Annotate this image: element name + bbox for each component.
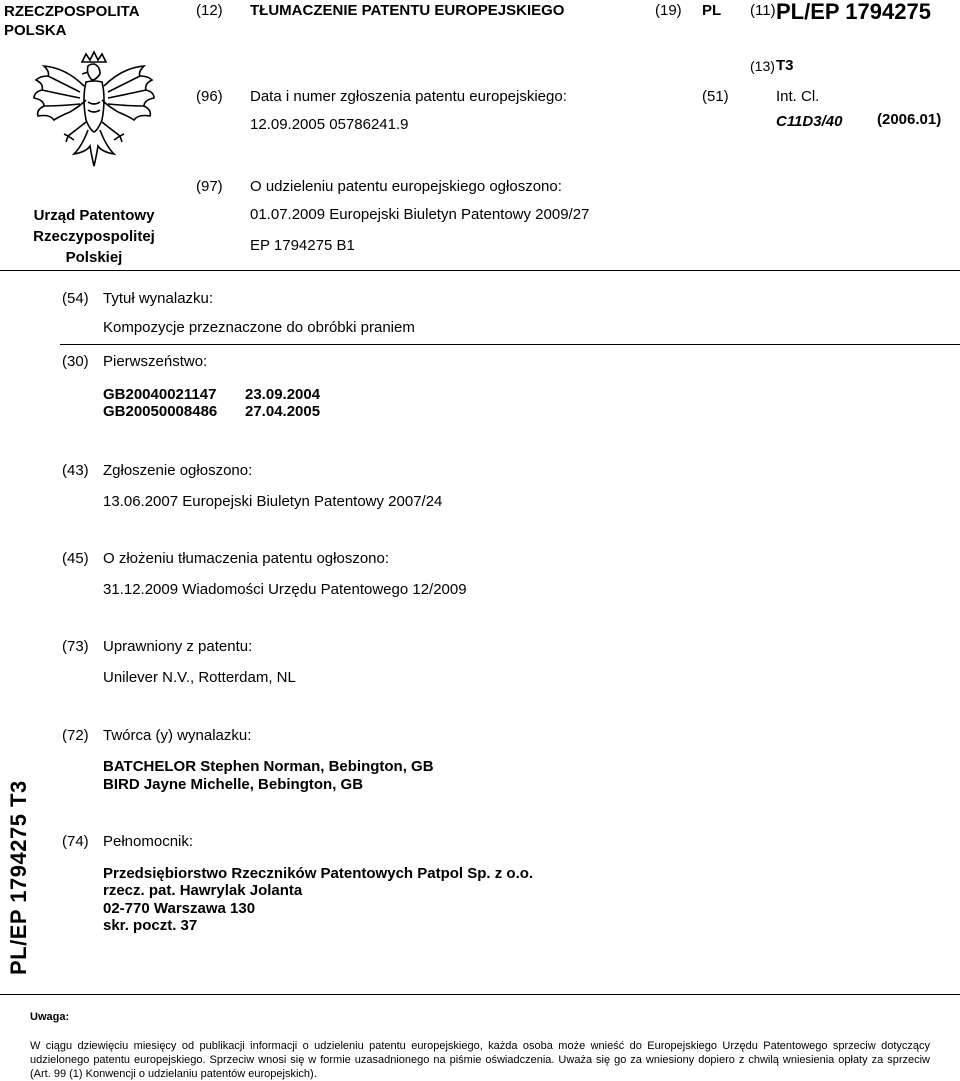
title-divider: [60, 344, 960, 345]
country-code: PL: [702, 2, 722, 19]
field-51-label: Int. Cl.: [776, 88, 820, 105]
code-19: (19): [655, 2, 682, 19]
notice-title: Uwaga:: [30, 1011, 70, 1023]
code-54: (54): [62, 290, 89, 307]
field-43-value: 13.06.2007 Europejski Biuletyn Patentowy 2007/24: [103, 493, 443, 510]
inventor: BATCHELOR Stephen Norman, Bebington, GB: [103, 758, 434, 775]
header-divider: [0, 270, 960, 271]
patent-number: PL/EP 1794275: [776, 0, 931, 24]
code-73: (73): [62, 638, 89, 655]
patent-holder: Unilever N.V., Rotterdam, NL: [103, 669, 296, 686]
country-name: RZECZPOSPOLITA POLSKA: [4, 3, 139, 39]
code-72: (72): [62, 727, 89, 744]
attorney-line: 02-770 Warszawa 130: [103, 900, 256, 917]
invention-title: Kompozycje przeznaczone do obróbki praniem: [103, 319, 415, 336]
priority-number: GB20040021147: [103, 386, 217, 403]
code-97: (97): [196, 178, 223, 195]
field-96-value: 12.09.2005 05786241.9: [250, 116, 409, 133]
field-45-label: O złożeniu tłumaczenia patentu ogłoszono:: [103, 550, 390, 567]
field-74-label: Pełnomocnik:: [103, 833, 194, 850]
office-name: Urząd Patentowy Rzeczypospolitej Polskiej: [33, 207, 155, 266]
field-97-ep-number: EP 1794275 B1: [250, 237, 355, 254]
field-43-label: Zgłoszenie ogłoszono:: [103, 462, 253, 479]
attorney-line: Przedsiębiorstwo Rzeczników Patentowych Patpol Sp. z o.o.: [103, 865, 534, 882]
code-11: (11): [750, 2, 776, 19]
code-30: (30): [62, 353, 89, 370]
field-51-version: (2006.01): [877, 111, 942, 128]
field-54-label: Tytuł wynalazku:: [103, 290, 214, 307]
footer-divider: [0, 994, 960, 995]
code-45: (45): [62, 550, 89, 567]
field-96-label: Data i numer zgłoszenia patentu europejskiego:: [250, 88, 567, 105]
field-97-value: 01.07.2009 Europejski Biuletyn Patentowy 2009/27: [250, 206, 590, 223]
inventor: BIRD Jayne Michelle, Bebington, GB: [103, 776, 364, 793]
field-73-label: Uprawniony z patentu:: [103, 638, 253, 655]
field-51-class: C11D3/40: [776, 113, 843, 130]
code-12: (12): [196, 2, 223, 19]
document-type: TŁUMACZENIE PATENTU EUROPEJSKIEGO: [250, 2, 565, 19]
priority-date: 27.04.2005: [245, 403, 321, 420]
attorney-line: skr. poczt. 37: [103, 917, 198, 934]
priority-number: GB20050008486: [103, 403, 218, 420]
code-96: (96): [196, 88, 223, 105]
field-72-label: Twórca (y) wynalazku:: [103, 727, 252, 744]
attorney-line: rzecz. pat. Hawrylak Jolanta: [103, 882, 303, 899]
code-43: (43): [62, 462, 89, 479]
code-13: (13): [750, 58, 775, 74]
field-45-value: 31.12.2009 Wiadomości Urzędu Patentowego 12/2009: [103, 581, 467, 598]
code-74: (74): [62, 833, 89, 850]
field-30-label: Pierwszeństwo:: [103, 353, 208, 370]
eagle-emblem-icon: [30, 50, 158, 178]
side-patent-label: PL/EP 1794275 T3: [6, 780, 31, 975]
priority-date: 23.09.2004: [245, 386, 321, 403]
kind-code: T3: [776, 57, 794, 74]
field-97-label: O udzieleniu patentu europejskiego ogłoszono:: [250, 178, 562, 195]
notice-text: W ciągu dziewięciu miesięcy od publikacji informacji o udzieleniu patentu europejskiego, każda osoba może wnieść do Europejskiego Urzędu Patentowego sprzeciw dotyczący udzielonego patentu europejskiego. Sprzeciw wnosi się w formie uzasadnionego na piśmie oświadczenia. Uważa się go za wniesiony dopiero z chwilą wniesienia opłaty za sprzeciw (Art. 99 (1) Konwencji o udzielaniu patentów europejskich).: [30, 1040, 930, 1080]
code-51: (51): [702, 88, 729, 105]
